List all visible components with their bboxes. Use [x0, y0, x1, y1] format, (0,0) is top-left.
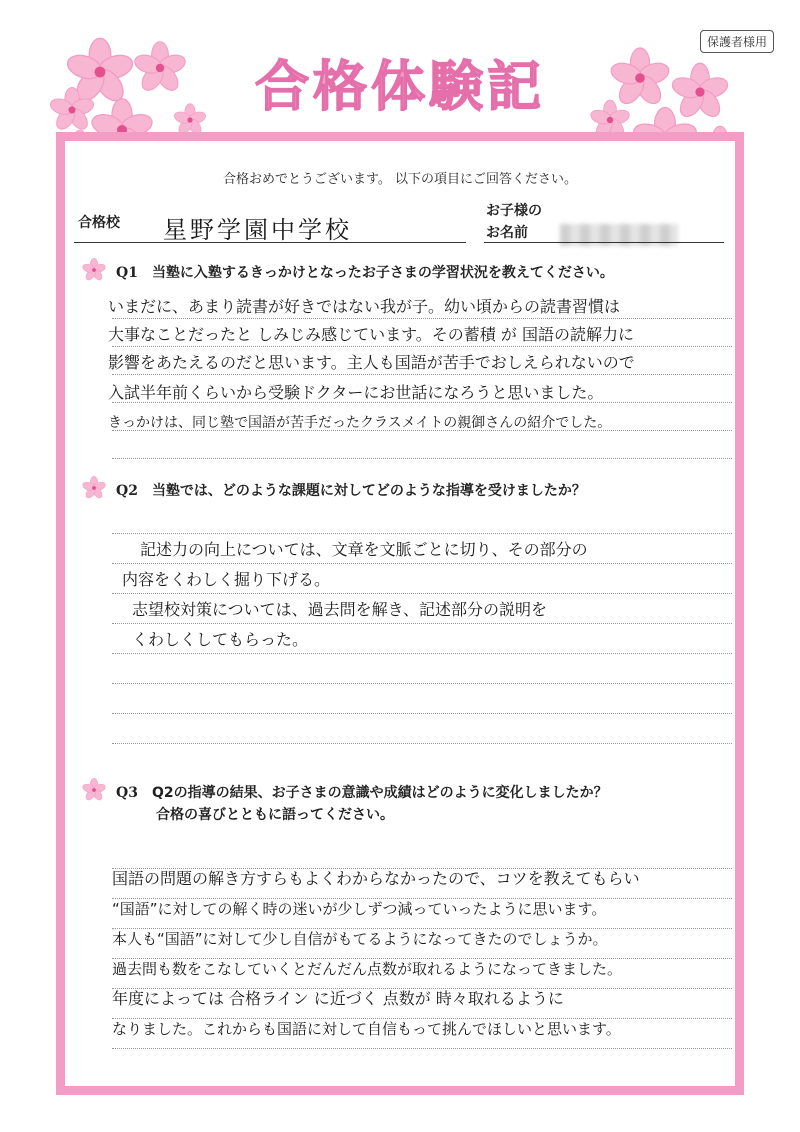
q3-answer-line: 年度によっては 合格ライン に近づく 点数が 時々取れるように: [112, 989, 564, 1008]
q2-ruled-line: [112, 713, 732, 714]
q1-heading: [116, 263, 614, 283]
child-name-underline: [484, 242, 724, 243]
q2-answer-line: 内容をくわしく掘り下げる。: [122, 570, 331, 589]
school-name-value: 星野学園中学校: [163, 216, 352, 244]
q3-ruled-line: [112, 1048, 732, 1049]
q2-ruled-line: [112, 683, 732, 684]
q1-number: Q1: [116, 265, 138, 281]
q3-answer-line: なりました。これからも国語に対して自信もって挑んでほしいと思います。: [112, 1020, 621, 1038]
page-title: 合格体験記: [255, 54, 545, 118]
q1-text: 当塾に入塾するきっかけとなったお子さまの学習状況を教えてください。: [151, 265, 614, 281]
guardian-badge: 保護者様用: [700, 30, 774, 53]
q2-ruled-line: [112, 623, 732, 624]
q3-answer-line: 過去問も数をこなしていくとだんだん点数が取れるようになってきました。: [112, 960, 623, 978]
q1-ruled-line: [112, 458, 732, 459]
q2-answer-line: くわしくしてもらった。: [132, 630, 309, 649]
intro-text: 合格おめでとうございます。 以下の項目にご回答ください。: [222, 172, 578, 187]
q1-flower-icon: [82, 258, 106, 282]
child-name-label-line2: お名前: [486, 225, 528, 241]
q3-number: Q3: [116, 785, 138, 801]
q3-text-line2: 合格の喜びとともに語ってください。: [156, 807, 394, 823]
q3-answer-line: 本人も“国語”に対して少し自信がもてるようになってきたのでしょうか。: [112, 930, 608, 948]
q1-answer-line: きっかけは、同じ塾で国語が苦手だったクラスメイトの親御さんの紹介でした。: [108, 415, 612, 431]
school-label: 合格校: [78, 215, 120, 231]
q3-heading: [116, 783, 608, 803]
q2-ruled-line: [112, 653, 732, 654]
q2-answer-line: 志望校対策については、過去問を解き、記述部分の説明を: [132, 600, 548, 619]
q3-answer-line: “国語”に対しての解く時の迷いが少しずつ減っていったように思います。: [112, 900, 607, 918]
child-name-label-line1: お子様の: [486, 203, 542, 219]
q2-text: 当塾では、どのような課題に対してどのような指導を受けましたか？: [151, 483, 586, 499]
q2-answer-line: 記述力の向上については、文章を文脈ごとに切り、その部分の: [140, 540, 588, 559]
q1-answer-line: 大事なことだったと しみじみ感じています。その蓄積 が 国語の読解力に: [108, 325, 634, 344]
q2-ruled-line: [112, 593, 732, 594]
q1-answer-line: 入試半年前くらいから受験ドクターにお世話になろうと思いました。: [108, 383, 604, 402]
q2-heading: [116, 481, 586, 501]
q1-answer-line: 影響をあたえるのだと思います。主人も国語が苦手でおしえられないので: [108, 353, 635, 372]
q3-answer-line: 国語の問題の解き方すらもよくわからなかったので、コツを教えてもらい: [112, 869, 640, 888]
q3-text: Q2の指導の結果、お子さまの意識や成績はどのように変化しましたか？: [151, 785, 608, 801]
school-underline: [74, 242, 466, 243]
q2-ruled-line: [112, 743, 732, 744]
q2-number: Q2: [116, 483, 138, 499]
q2-flower-icon: [82, 476, 106, 500]
q3-flower-icon: [82, 778, 106, 802]
q1-answer-line: いまだに、あまり読書が好きではない我が子。幼い頃からの読書習慣は: [108, 297, 621, 316]
q2-ruled-line: [112, 533, 732, 534]
q2-ruled-line: [112, 563, 732, 564]
